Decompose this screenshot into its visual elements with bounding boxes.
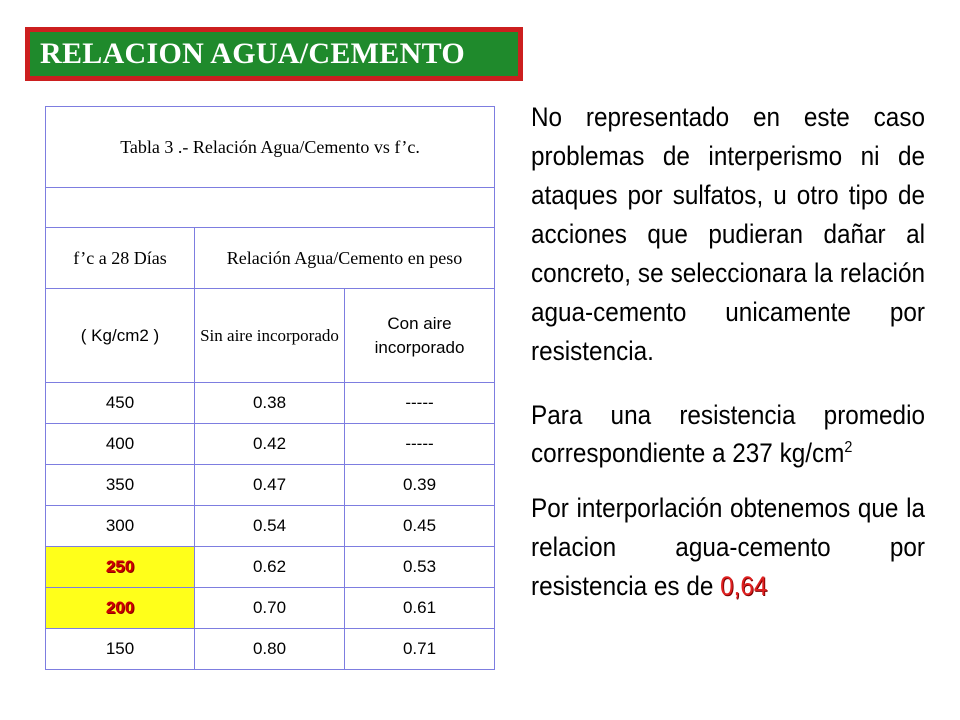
- no-air-cell: 0.47: [195, 465, 345, 506]
- table-row: [46, 465, 495, 506]
- fc-cell: 150: [46, 629, 195, 670]
- resistance-text: Para una resistencia promedio correspondiente a 237 kg/cm: [531, 400, 925, 468]
- with-air-cell: 0.45: [345, 506, 495, 547]
- with-air-cell: -----: [345, 424, 495, 465]
- squared-superscript: 2: [844, 439, 853, 456]
- with-air-cell: 0.39: [345, 465, 495, 506]
- with-air-cell: 0.53: [345, 547, 495, 588]
- title-banner: [25, 27, 523, 81]
- paragraph-result: [531, 489, 925, 606]
- no-air-cell: 0.38: [195, 383, 345, 424]
- no-air-cell: 0.80: [195, 629, 345, 670]
- fc-cell: 200: [46, 588, 195, 629]
- table-row: [46, 588, 495, 629]
- fc-header: f’c a 28 Días: [46, 228, 195, 289]
- no-air-header: Sin aire incorporado: [195, 289, 345, 383]
- fc-cell: 300: [46, 506, 195, 547]
- no-air-cell: 0.62: [195, 547, 345, 588]
- with-air-cell: 0.61: [345, 588, 495, 629]
- no-air-cell: 0.70: [195, 588, 345, 629]
- table-caption: Tabla 3 .- Relación Agua/Cemento vs f’c.: [46, 107, 495, 188]
- table-row: [46, 424, 495, 465]
- fc-cell: 450: [46, 383, 195, 424]
- water-cement-table: [45, 106, 495, 670]
- fc-cell: 350: [46, 465, 195, 506]
- table-body: [46, 383, 495, 670]
- with-air-cell: 0.71: [345, 629, 495, 670]
- fc-cell: 400: [46, 424, 195, 465]
- units-header: ( Kg/cm2 ): [46, 289, 195, 383]
- no-air-cell: 0.42: [195, 424, 345, 465]
- table-row: [46, 629, 495, 670]
- no-air-cell: 0.54: [195, 506, 345, 547]
- table-row: [46, 547, 495, 588]
- with-air-cell: -----: [345, 383, 495, 424]
- result-value: 0,64: [720, 571, 768, 601]
- table-row: [46, 383, 495, 424]
- table-row: [46, 506, 495, 547]
- paragraph-conditions: No representado en este caso problemas de interperismo ni de ataques por sulfatos, u otro tipo de acciones que pudieran dañar al concreto, se seleccionara la relación agua-cemento unicamente por resistencia.: [531, 102, 925, 366]
- fc-cell: 250: [46, 547, 195, 588]
- ratio-group-header: Relación Agua/Cemento en peso: [195, 228, 495, 289]
- with-air-header: Con aire incorporado: [345, 289, 495, 383]
- table-blank-row: [46, 188, 495, 228]
- slide-title: RELACION AGUA/CEMENTO: [40, 37, 465, 70]
- paragraph-resistance: [531, 396, 925, 472]
- title-banner-inner: [30, 32, 518, 76]
- interpolation-text: Por interporlación obtenemos que la relacion agua-cemento por resistencia es de: [531, 493, 925, 601]
